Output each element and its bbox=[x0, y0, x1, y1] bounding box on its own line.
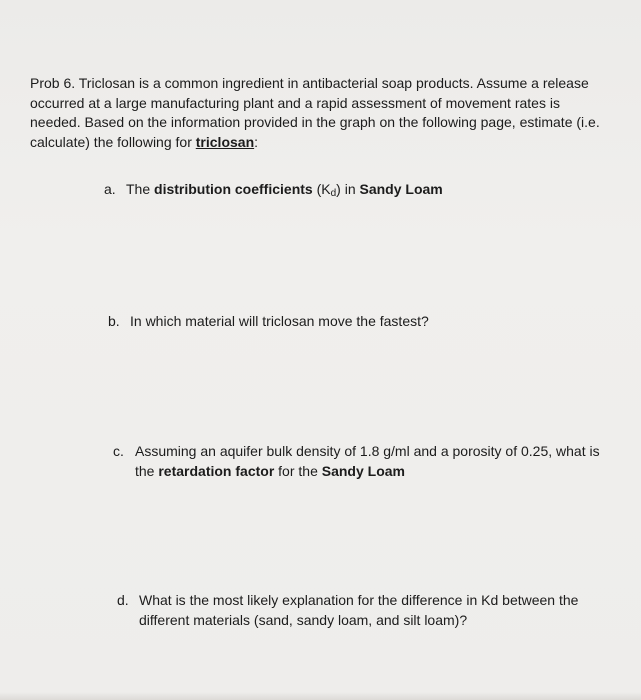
question-c-bold-1: retardation factor bbox=[158, 463, 275, 479]
question-a-mid-2: ) in bbox=[336, 181, 360, 197]
question-a-bold-2: Sandy Loam bbox=[359, 181, 443, 197]
question-b-text: In which material will triclosan move the fastest? bbox=[130, 313, 429, 329]
question-b-letter: b. bbox=[108, 313, 120, 329]
question-a-bold-1: distribution coefficients bbox=[154, 181, 313, 197]
question-c-pre: Assuming an aquifer bulk density of 1.8 g/ml and a porosity of 0.25, what is the bbox=[135, 443, 600, 479]
question-a-text bbox=[126, 179, 443, 199]
problem-emphasis-text: triclosan bbox=[195, 133, 255, 150]
question-c-mid: for the bbox=[274, 463, 322, 479]
page-bottom-shadow bbox=[0, 692, 641, 700]
question-d-letter: d. bbox=[117, 592, 129, 608]
problem-lead-text: Prob 6. Triclosan is a common ingredient in antibacterial soap products. Assume a release occurred at a large manufacturing plant and a rapid assessment of movement rates is needed. Based on the information provided in the graph on the following page, estimate (i.e. calculate) the following for bbox=[30, 75, 600, 150]
question-c-letter: c. bbox=[113, 443, 124, 459]
question-c-text bbox=[135, 441, 600, 481]
question-a-pre: The bbox=[126, 181, 155, 197]
question-c-bold-2: Sandy Loam bbox=[321, 463, 405, 479]
question-d-text: What is the most likely explanation for the difference in Kd between the different materials (sand, sandy loam, and silt loam)? bbox=[139, 592, 579, 628]
question-a-subscript: d bbox=[330, 188, 337, 199]
question-a-mid-1: (K bbox=[312, 181, 331, 197]
problem-statement bbox=[30, 74, 610, 152]
problem-tail-text: : bbox=[254, 133, 259, 150]
question-a-letter: a. bbox=[104, 181, 116, 197]
